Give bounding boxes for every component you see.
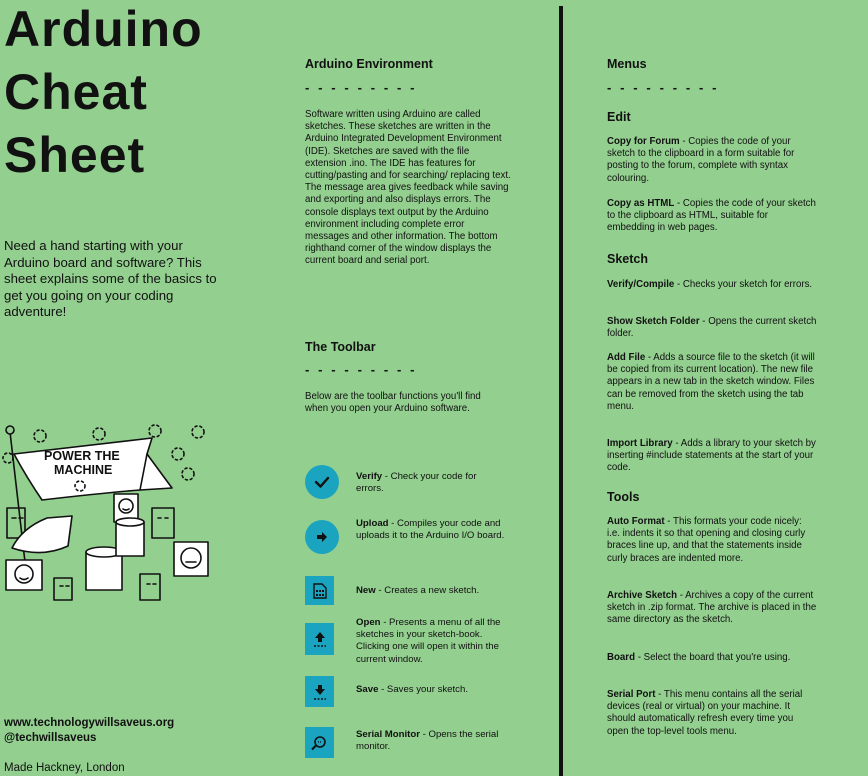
verify-icon [305,465,339,499]
environment-text: Software written using Arduino are called sketches. These sketches are written in the Arduino Integrated Development Environment (IDE). Sketches are saved with the file extension .ino. The IDE has features for cutting/pasting and for searching/ replacing text. The message area gives feedback while saving and exporting and also displays errors. The console displays text output by the Arduino environment including complete error messages and other information. The bottom righthand corner of the window displays the current board and serial port. [305,109,511,267]
menu-item-show-sketch-folder: Show Sketch Folder - Opens the current sketch folder. [607,316,817,340]
twitter-handle[interactable]: @techwillsaveus [4,732,97,744]
column-divider [559,6,563,776]
toolbar-item-save: Save - Saves your sketch. [356,684,468,695]
menu-item-verify-compile: Verify/Compile - Checks your sketch for errors. [607,279,813,290]
banner-line-1: POWER THE [44,449,120,463]
sketch-heading: Sketch [607,252,648,266]
toolbar-item-new: New - Creates a new sketch. [356,585,480,596]
tools-heading: Tools [607,490,640,504]
menus-dashes: - - - - - - - - - [607,80,720,95]
toolbar-dashes: - - - - - - - - - [305,362,418,377]
menu-item-board: Board - Select the board that you're using. [607,652,791,663]
toolbar-item-open: Open - Presents a menu of all the sketches in your sketch-book. Clicking one will open it within the current window. [356,617,501,665]
footer-links [4,716,174,746]
toolbar-intro: Below are the toolbar functions you'll find when you open your Arduino software. [305,391,481,415]
toolbar-heading: The Toolbar [305,340,376,354]
page-title: Arduino Cheat Sheet [4,1,203,183]
website-link[interactable]: www.technologywillsaveus.org [4,717,175,729]
toolbar-item-serial-monitor: Serial Monitor - Opens the serial monitor. [356,729,499,753]
menu-item-copy-for-forum: Copy for Forum - Copies the code of your sketch to the clipboard in a form suitable for posting to the forum, complete with syntax colouring. [607,136,795,184]
menu-item-import-library: Import Library - Adds a library to your sketch by inserting #include statements at the start of your code. [607,438,816,474]
menu-item-archive-sketch: Archive Sketch - Archives a copy of the current sketch in .zip format. The archive is placed in the same directory as the sketch. [607,590,817,626]
toolbar-item-verify: Verify - Check your code for errors. [356,471,477,495]
power-the-machine-illustration [2,418,214,604]
serial-monitor-icon [305,727,334,758]
new-sketch-icon [305,576,334,605]
environment-heading: Arduino Environment [305,57,433,71]
save-icon [305,676,334,707]
made-in: Made Hackney, London [4,762,125,774]
menu-item-copy-as-html: Copy as HTML - Copies the code of your sketch to the clipboard as HTML, suitable for embedding in web pages. [607,198,816,234]
banner-line-2: MACHINE [54,463,113,477]
upload-icon [305,520,339,554]
menus-heading: Menus [607,57,647,71]
edit-heading: Edit [607,110,631,124]
toolbar-item-upload: Upload - Compiles your code and uploads it to the Arduino I/O board. [356,518,505,542]
menu-item-auto-format: Auto Format - This formats your code nicely: i.e. indents it so that opening and closing curly braces line up, and that the statements inside curly braces are indented more. [607,516,806,564]
environment-dashes: - - - - - - - - - [305,80,418,95]
open-icon [305,623,334,655]
intro-text: Need a hand starting with your Arduino board and software? This sheet explains some of the basics to get you going on your coding adventure! [4,238,217,319]
menu-item-add-file: Add File - Adds a source file to the sketch (it will be copied from its current location). The new file appears in a new tab in the sketch window. Files can be removed from the sketch using the tab menu. [607,352,815,412]
menu-item-serial-port: Serial Port - This menu contains all the serial devices (real or virtual) on your machine. It should automatically refresh every time you open the top-level tools menu. [607,689,803,737]
